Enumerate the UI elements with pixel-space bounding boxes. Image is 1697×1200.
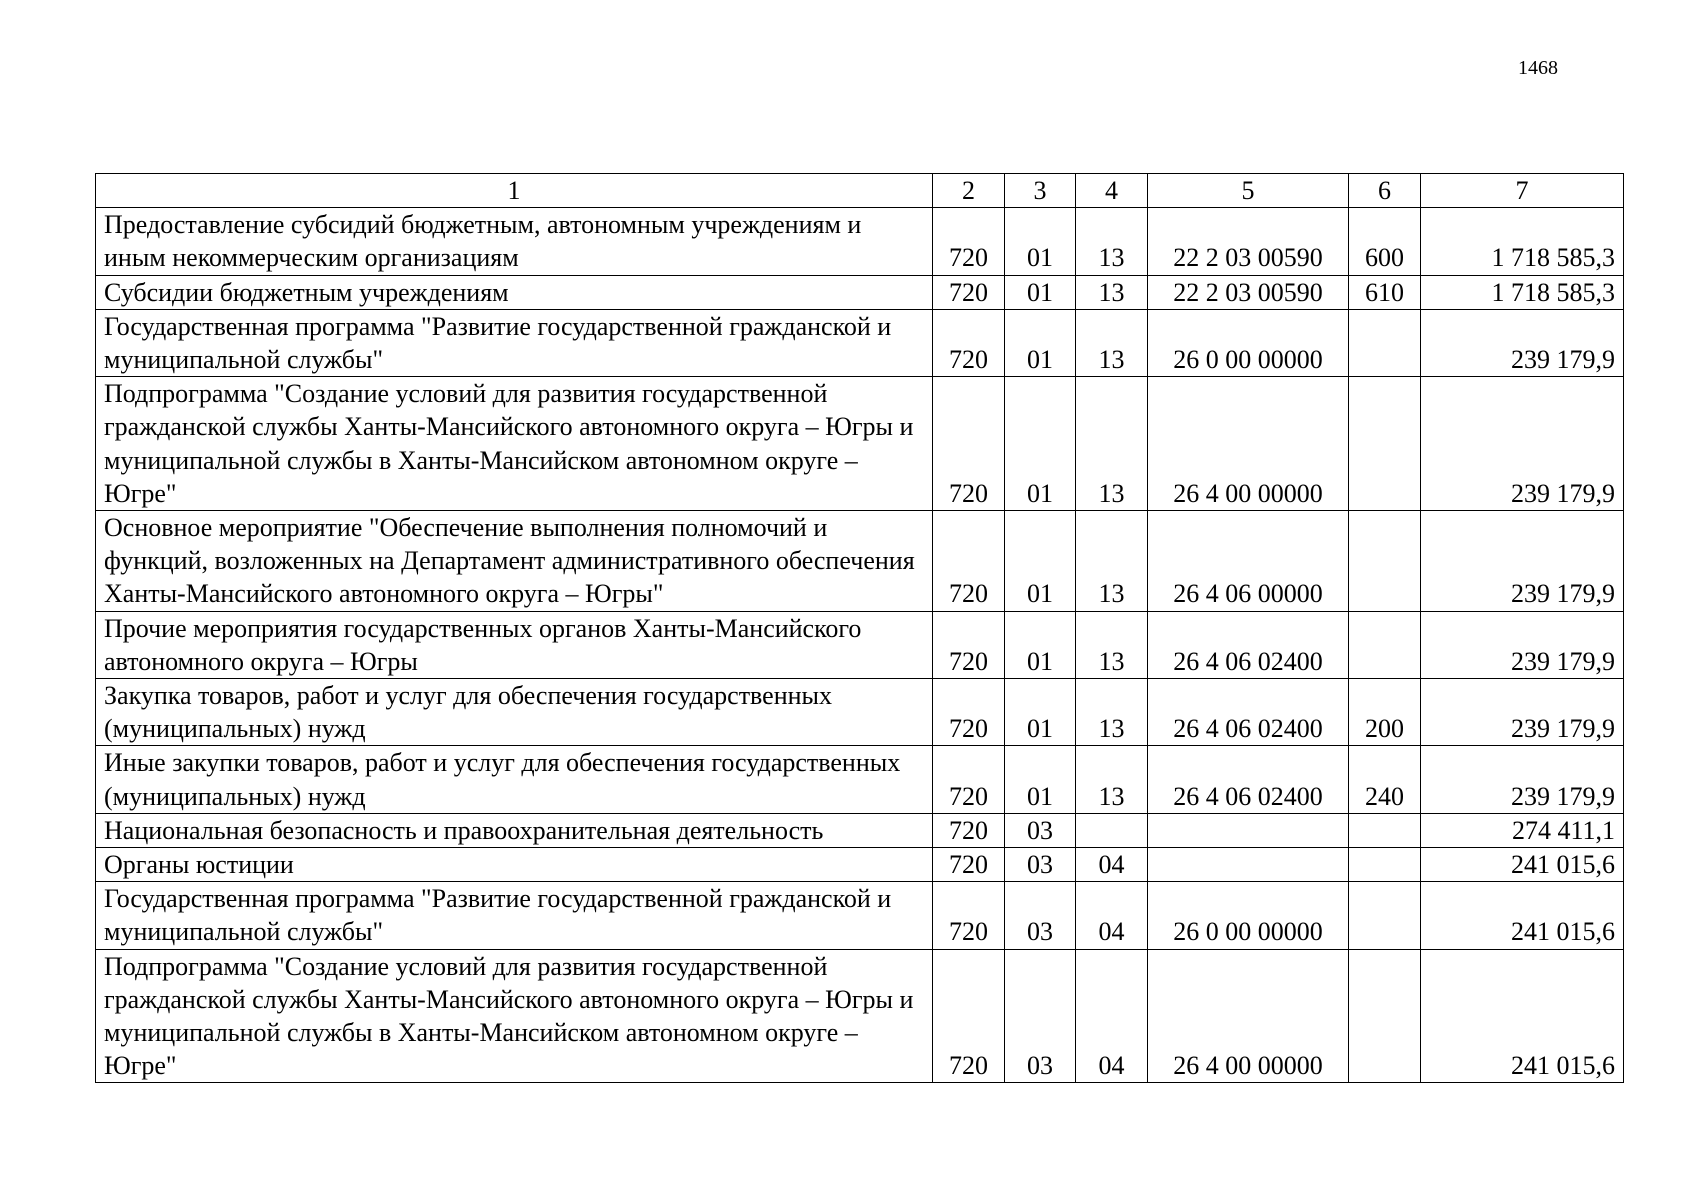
row-name-cell: Органы юстиции [96,848,933,882]
table-row [96,377,1624,511]
header-cell: 5 [1148,174,1349,208]
subsection-cell: 13 [1076,208,1148,275]
row-name-cell: Иные закупки товаров, работ и услуг для обеспечения государственных (муниципальных) нужд [96,746,933,813]
target-item-cell: 26 4 06 02400 [1148,746,1349,813]
row-name-cell: Субсидии бюджетным учреждениям [96,275,933,309]
admin-code-cell: 720 [933,882,1005,949]
admin-code-cell: 720 [933,208,1005,275]
amount-cell: 239 179,9 [1421,377,1624,511]
section-cell: 03 [1005,848,1076,882]
table-row [96,848,1624,882]
subsection-cell: 13 [1076,679,1148,746]
table-row [96,511,1624,612]
admin-code-cell: 720 [933,309,1005,376]
amount-cell: 239 179,9 [1421,679,1624,746]
subsection-cell: 13 [1076,275,1148,309]
amount-cell: 239 179,9 [1421,511,1624,612]
page-number: 1468 [1518,57,1558,79]
table-row [96,208,1624,275]
row-name-cell: Государственная программа "Развитие государственной гражданской и муниципальной службы" [96,882,933,949]
target-item-cell [1148,813,1349,847]
expense-type-cell [1349,848,1421,882]
expense-type-cell [1349,813,1421,847]
admin-code-cell: 720 [933,848,1005,882]
target-item-cell: 26 0 00 00000 [1148,309,1349,376]
section-cell: 01 [1005,511,1076,612]
expense-type-cell: 600 [1349,208,1421,275]
target-item-cell: 22 2 03 00590 [1148,208,1349,275]
expense-type-cell [1349,377,1421,511]
expense-type-cell [1349,309,1421,376]
table-row [96,611,1624,678]
amount-cell: 241 015,6 [1421,848,1624,882]
table-row [96,882,1624,949]
section-cell: 01 [1005,309,1076,376]
target-item-cell: 26 4 00 00000 [1148,377,1349,511]
expense-type-cell: 240 [1349,746,1421,813]
section-cell: 01 [1005,746,1076,813]
section-cell: 01 [1005,611,1076,678]
row-name-cell: Подпрограмма "Создание условий для развития государственной гражданской службы Ханты-Мансийского автономного округа – Югры и муниципальной службы в Ханты-Мансийском автономном округе – Югре" [96,377,933,511]
row-name-cell: Государственная программа "Развитие государственной гражданской и муниципальной службы" [96,309,933,376]
header-cell: 4 [1076,174,1148,208]
section-cell: 03 [1005,882,1076,949]
admin-code-cell: 720 [933,679,1005,746]
subsection-cell: 13 [1076,611,1148,678]
target-item-cell: 26 4 06 00000 [1148,511,1349,612]
target-item-cell: 26 4 06 02400 [1148,611,1349,678]
header-cell: 7 [1421,174,1624,208]
table-header-row [96,174,1624,208]
admin-code-cell: 720 [933,949,1005,1083]
admin-code-cell: 720 [933,511,1005,612]
budget-table [95,173,1624,1083]
expense-type-cell [1349,949,1421,1083]
amount-cell: 239 179,9 [1421,746,1624,813]
admin-code-cell: 720 [933,377,1005,511]
row-name-cell: Прочие мероприятия государственных органов Ханты-Мансийского автономного округа – Югры [96,611,933,678]
amount-cell: 274 411,1 [1421,813,1624,847]
subsection-cell: 13 [1076,746,1148,813]
row-name-cell: Основное мероприятие "Обеспечение выполнения полномочий и функций, возложенных на Департамент административного обеспечения Ханты-Мансийского автономного округа – Югры" [96,511,933,612]
subsection-cell: 13 [1076,309,1148,376]
row-name-cell: Национальная безопасность и правоохранительная деятельность [96,813,933,847]
target-item-cell: 26 4 00 00000 [1148,949,1349,1083]
admin-code-cell: 720 [933,813,1005,847]
target-item-cell: 22 2 03 00590 [1148,275,1349,309]
header-cell: 3 [1005,174,1076,208]
amount-cell: 1 718 585,3 [1421,208,1624,275]
subsection-cell: 04 [1076,848,1148,882]
subsection-cell: 04 [1076,949,1148,1083]
amount-cell: 241 015,6 [1421,949,1624,1083]
subsection-cell [1076,813,1148,847]
amount-cell: 241 015,6 [1421,882,1624,949]
section-cell: 01 [1005,208,1076,275]
expense-type-cell [1349,511,1421,612]
subsection-cell: 04 [1076,882,1148,949]
target-item-cell [1148,848,1349,882]
subsection-cell: 13 [1076,511,1148,612]
admin-code-cell: 720 [933,611,1005,678]
section-cell: 01 [1005,275,1076,309]
header-cell: 6 [1349,174,1421,208]
admin-code-cell: 720 [933,275,1005,309]
row-name-cell: Подпрограмма "Создание условий для развития государственной гражданской службы Ханты-Мансийского автономного округа – Югры и муниципальной службы в Ханты-Мансийском автономном округе – Югре" [96,949,933,1083]
section-cell: 03 [1005,813,1076,847]
row-name-cell: Закупка товаров, работ и услуг для обеспечения государственных (муниципальных) нужд [96,679,933,746]
amount-cell: 239 179,9 [1421,611,1624,678]
expense-type-cell [1349,611,1421,678]
expense-type-cell: 200 [1349,679,1421,746]
row-name-cell: Предоставление субсидий бюджетным, автономным учреждениям и иным некоммерческим организациям [96,208,933,275]
target-item-cell: 26 4 06 02400 [1148,679,1349,746]
table-row [96,746,1624,813]
subsection-cell: 13 [1076,377,1148,511]
table-row [96,813,1624,847]
amount-cell: 1 718 585,3 [1421,275,1624,309]
expense-type-cell [1349,882,1421,949]
amount-cell: 239 179,9 [1421,309,1624,376]
section-cell: 01 [1005,377,1076,511]
expense-type-cell: 610 [1349,275,1421,309]
table-row [96,275,1624,309]
section-cell: 03 [1005,949,1076,1083]
table-row [96,679,1624,746]
header-cell: 1 [96,174,933,208]
admin-code-cell: 720 [933,746,1005,813]
header-cell: 2 [933,174,1005,208]
section-cell: 01 [1005,679,1076,746]
table-row [96,949,1624,1083]
target-item-cell: 26 0 00 00000 [1148,882,1349,949]
table-row [96,309,1624,376]
